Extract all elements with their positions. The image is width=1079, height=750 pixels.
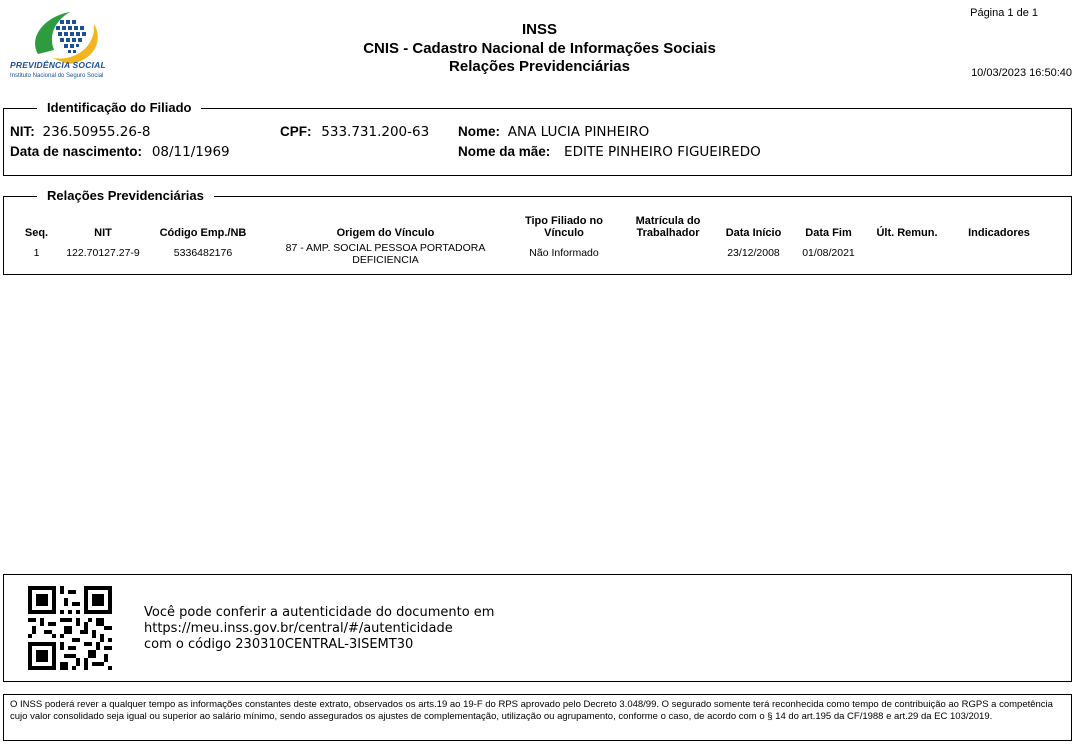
- nit-field: [10, 124, 150, 140]
- cell-fim: 01/08/2021: [802, 247, 855, 259]
- cell-origem: 87 - AMP. SOCIAL PESSOA PORTADORA DEFICIENCIA: [285, 242, 486, 266]
- nome-label: Nome:: [458, 124, 501, 139]
- col-origem: Origem do Vínculo: [336, 227, 435, 239]
- cell-codigo: 5336482176: [173, 247, 233, 259]
- filiado-section: [3, 108, 1072, 176]
- mae-value: EDITE PINHEIRO FIGUEIREDO: [564, 144, 761, 160]
- cell-indicadores: [948, 239, 1050, 266]
- col-matricula: Matrícula do Trabalhador: [635, 215, 701, 239]
- nascimento-field: [10, 144, 230, 160]
- relacoes-table: [10, 213, 1050, 266]
- disclaimer-text: O INSS poderá rever a qualquer tempo as informações constantes deste extrato, observados os arts.19 ao 19-F do RPS aprovado pelo Decreto 3.048/99. O segurado somente terá reconhecida como tempo de contribuição ao RGPS a competência cujo valor consolidado seja igual ou superior ao salário mínimo, sendo assegurados os ajustes de complementação, utilização ou agrupamento, conforme o caso, de acordo com o § 14 do art.195 da CF/1988 e art.29 da EC 103/2019.: [10, 699, 1053, 722]
- logo-wordmark: PREVIDÊNCIA SOCIAL: [10, 60, 106, 70]
- issue-datetime: 10/03/2023 16:50:40: [971, 67, 1072, 79]
- document-section-title: Relações Previdenciárias: [449, 58, 630, 75]
- mae-field: [458, 144, 761, 160]
- logo-subtitle: Instituto Nacional do Seguro Social: [10, 73, 104, 79]
- filiado-legend: Identificação do Filiado: [37, 100, 201, 115]
- cell-remun: [866, 239, 948, 266]
- verification-code: com o código 230310CENTRAL-3ISEMT30: [144, 637, 414, 652]
- table-row: [10, 239, 1050, 266]
- nit-value: 236.50955.26-8: [42, 124, 151, 140]
- document-title: INSS: [521, 21, 557, 38]
- nome-value: ANA LUCIA PINHEIRO: [507, 124, 650, 140]
- verification-url: https://meu.inss.gov.br/central/#/autenticidade: [144, 621, 453, 636]
- mae-label: Nome da mãe:: [458, 144, 551, 159]
- page-number: Página 1 de 1: [970, 7, 1038, 19]
- nascimento-value: 08/11/1969: [151, 144, 230, 160]
- cell-seq: 1: [33, 247, 40, 259]
- verification-line-1: Você pode conferir a autenticidade do documento em: [144, 605, 495, 620]
- col-nit: NIT: [94, 227, 112, 239]
- cell-matricula: [620, 239, 716, 266]
- col-codigo: Código Emp./NB: [159, 227, 247, 239]
- cell-tipo: Não Informado: [529, 247, 599, 259]
- cpf-label: CPF:: [280, 124, 312, 139]
- document-subtitle: CNIS - Cadastro Nacional de Informações Sociais: [363, 40, 716, 57]
- cell-nit: 122.70127.27-9: [66, 247, 140, 259]
- nascimento-label: Data de nascimento:: [10, 144, 143, 159]
- cpf-field: [280, 124, 429, 140]
- cpf-value: 533.731.200-63: [321, 124, 430, 140]
- table-header-row: [10, 213, 1050, 239]
- relacoes-legend: Relações Previdenciárias: [37, 188, 214, 203]
- col-seq: Seq.: [24, 227, 49, 239]
- nome-field: [458, 124, 649, 140]
- col-remun: Últ. Remun.: [876, 227, 938, 239]
- col-tipo: Tipo Filiado no Vínculo: [524, 215, 603, 239]
- nit-label: NIT:: [10, 124, 35, 139]
- qr-code-icon: [27, 586, 113, 670]
- col-indicadores: Indicadores: [968, 227, 1030, 239]
- col-inicio: Data Início: [725, 227, 782, 239]
- cell-inicio: 23/12/2008: [727, 247, 780, 259]
- verification-text: [144, 605, 494, 653]
- col-fim: Data Fim: [805, 227, 852, 239]
